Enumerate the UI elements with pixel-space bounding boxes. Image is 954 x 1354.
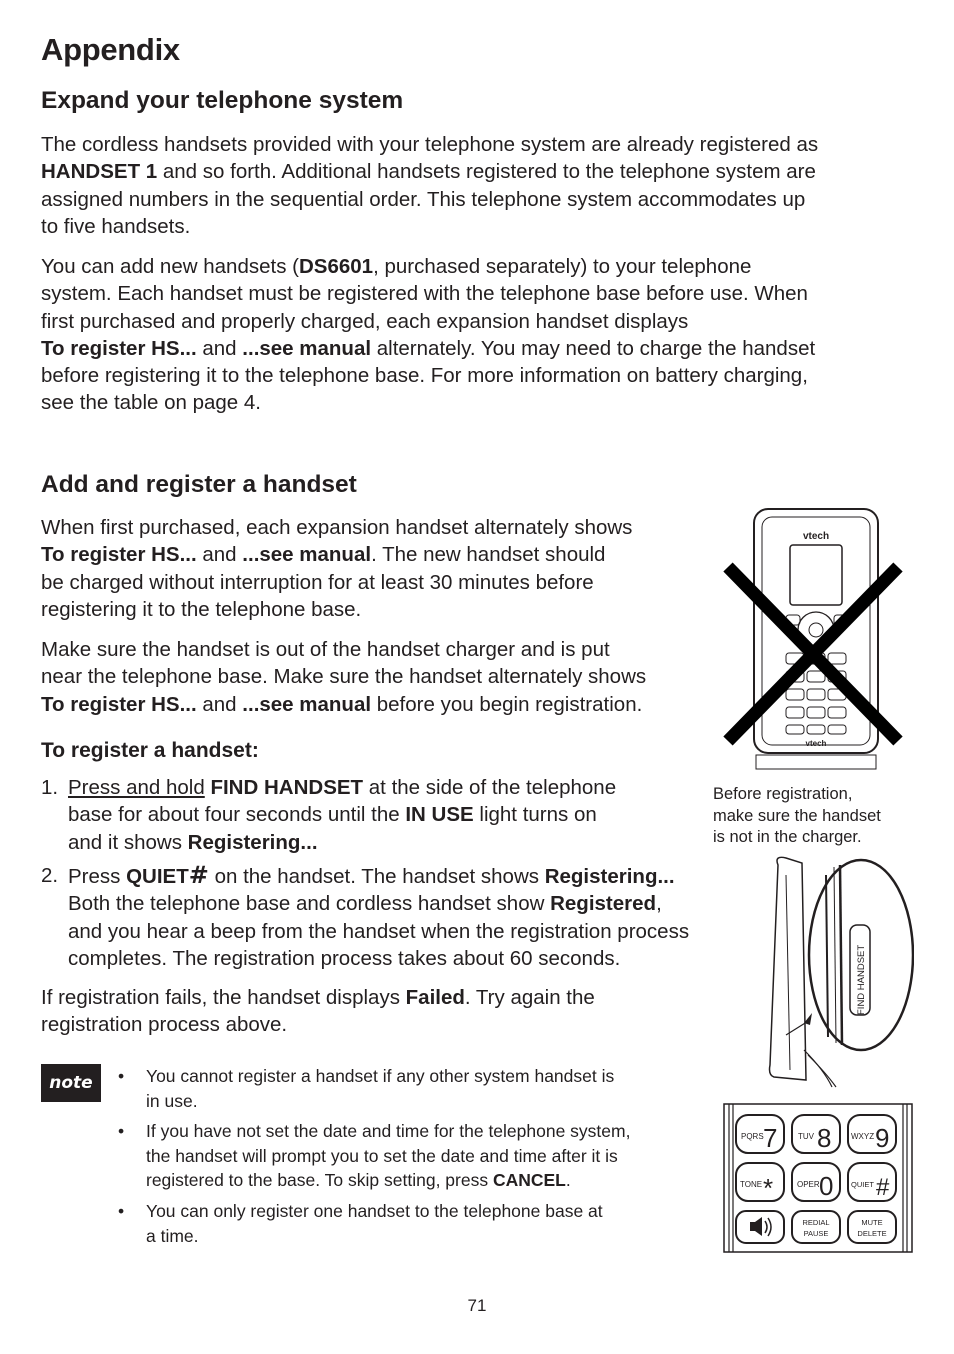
svg-text:vtech: vtech bbox=[805, 739, 827, 748]
section-heading-expand: Expand your telephone system bbox=[41, 87, 404, 114]
failure-paragraph: If registration fails, the handset displays Failed. Try again the registration process above. bbox=[41, 986, 595, 1037]
svg-text:*: * bbox=[763, 1173, 774, 1203]
procedure-heading: To register a handset: bbox=[41, 739, 259, 762]
svg-text:REDIAL: REDIAL bbox=[802, 1218, 830, 1227]
svg-text:PQRS: PQRS bbox=[741, 1132, 764, 1141]
svg-text:TONE: TONE bbox=[740, 1180, 763, 1189]
note-badge: note bbox=[41, 1064, 101, 1102]
svg-text:8: 8 bbox=[817, 1123, 832, 1153]
svg-text:QUIET: QUIET bbox=[851, 1180, 874, 1189]
keypad-illustration bbox=[723, 1103, 913, 1253]
svg-text:9: 9 bbox=[875, 1123, 890, 1153]
svg-text:PAUSE: PAUSE bbox=[803, 1229, 829, 1238]
section-heading-add: Add and register a handset bbox=[41, 471, 357, 498]
svg-text:MUTE: MUTE bbox=[861, 1218, 883, 1227]
svg-text:WXYZ: WXYZ bbox=[851, 1132, 875, 1141]
add-paragraph-1: When first purchased, each expansion handset alternately shows To register HS... and ...see manual. The new handset should be charged without interruption for at least 30 minutes before registering it to the telephone base. bbox=[41, 516, 633, 621]
brand-logo: vtech bbox=[802, 531, 830, 542]
svg-text:#: # bbox=[876, 1174, 890, 1201]
add-paragraph-2: Make sure the handset is out of the handset charger and is put near the telephone base. Make sure the handset alternately shows To register HS... and ...see manual before you begin registration. bbox=[41, 638, 647, 716]
page-number: 71 bbox=[467, 1296, 487, 1315]
figure-caption: Before registration, make sure the handset is not in the charger. bbox=[713, 785, 881, 846]
svg-text:TUV: TUV bbox=[798, 1132, 814, 1141]
base-side-illustration bbox=[764, 855, 914, 1090]
page-title: Appendix bbox=[41, 32, 180, 67]
svg-text:FIND HANDSET: FIND HANDSET bbox=[856, 944, 867, 1015]
svg-text:OPER: OPER bbox=[797, 1180, 820, 1189]
svg-text:0: 0 bbox=[819, 1171, 834, 1201]
expand-paragraph-1: The cordless handsets provided with your telephone system are already registered as HANDSET 1 and so forth. Additional handsets registered to the telephone system are assigned numbers in the sequential order. This telephone system accommodates up to five handsets. bbox=[41, 133, 819, 238]
expand-paragraph-2: You can add new handsets (DS6601, purchased separately) to your telephone system. Each handset must be registered with the telephone base before use. When first purchased and properly charged, each expansion handset displays To register HS... and ...see manual alternately. You may need to charge the handset before registering it to the telephone base. For more information on battery charging, see the table on page 4. bbox=[41, 255, 816, 415]
handset-illustration bbox=[722, 505, 912, 777]
svg-text:DELETE: DELETE bbox=[857, 1229, 887, 1238]
svg-text:7: 7 bbox=[763, 1123, 778, 1153]
